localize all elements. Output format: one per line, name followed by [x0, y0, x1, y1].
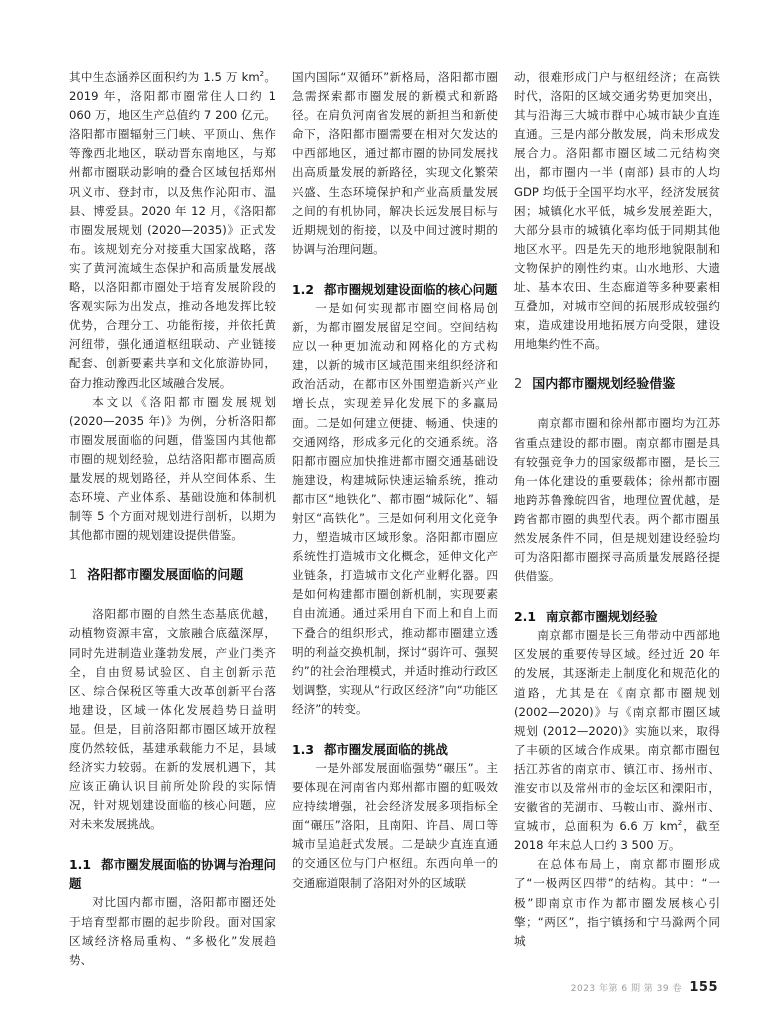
- subsection-heading-2-1: 2.1 南京都市圈规划经验: [514, 609, 658, 625]
- page-number: 155: [689, 980, 718, 995]
- paragraph: 南京都市圈是长三角带动中西部地区发展的重要传导区域。经过近 20 年的发展，其逐渐走上制度化和规范化的道路，尤其是在《南京都市圈规划 (2002—2020)》与《南京都市圈区域规划 (2012—2020)》实施以来，取得了丰硕的区域合作成果。南京都市圈包括江苏省的南京市、镇江市、扬州市、淮安市以及常州市的金坛区和溧阳市，安徽省的芜湖市、马鞍山市、滁州市、宣城市，总面积为 6.6 万 $km^2$，截至 2018 年末总人口约 3 500 万。: [514, 628, 720, 853]
- subsection-heading-1-2: 1.2 都市圈规划建设面临的核心问题: [292, 281, 498, 297]
- text-column-2: [292, 68, 498, 893]
- issue-info: 2023 年第 6 期 第 39 卷: [570, 984, 682, 994]
- paragraph: 一是外部发展面临强势“碾压”。主要体现在河南省内郑州都市圈的虹吸效应持续增强，社会经济发展多项指标全面“碾压”洛阳，且南阳、许昌、周口等城市呈追赶式发展。二是缺少直连直通的交通区位与门户枢纽。东西向单一的交通廊道限制了洛阳对外的区域联: [292, 761, 498, 890]
- paragraph: 南京都市圈和徐州都市圈均为江苏省重点建设的都市圈。南京都市圈是具有较强竞争力的国家级都市圈，是长三角一体化建设的重要载体；徐州都市圈地跨苏鲁豫皖四省，地理位置优越，是跨省都市圈的典型代表。两个都市圈虽然发展条件不同，但是规划建设经验均可为洛阳都市圈探寻高质量发展路径提供借鉴。: [514, 416, 720, 584]
- paragraph: 本文以《洛阳都市圈发展规划 (2020—2035 年)》为例，分析洛阳都市圈发展面临的问题，借鉴国内其他都市圈的规划经验，总结洛阳都市圈高质量发展的规划路径，并从空间体系、生态环境、产业体系、基础设施和体制机制等 5 个方面对规划进行剖析，以期为其他都市圈的规划建设提供借鉴。: [69, 394, 276, 543]
- text-column-3: [514, 68, 720, 951]
- paragraph: 其中生态涵养区面积约为 1.5 万 $km^2$。2019 年，洛阳都市圈常住人口约 1 060 万，地区生产总值约 7 200 亿元。洛阳都市圈辐射三门峡、平顶山、焦作等豫西北地区，联动晋东南地区，与郑州都市圈联动影响的叠合区域包括郑州巩义市、登封市，以及焦作沁阳市、温县、博爱县。2020 年 12 月，《洛阳都市圈发展规划 (2020—2035)》正式发布。该规划充分对接重大国家战略，落实了黄河流域生态保护和高质量发展战略，以洛阳都市圈处于培育发展阶段的客观实际为出发点，推动各地发挥比较优势，合理分工、功能衔接，并依托黄河纽带，强化通道枢纽联动、产业链接配套、创新要素共享和文化旅游协同，奋力推动豫西北区域融合发展。: [69, 70, 276, 390]
- section-heading-1: 1 洛阳都市圈发展面临的问题: [69, 568, 244, 584]
- subsection-heading-1-3: 1.3 都市圈发展面临的挑战: [292, 742, 448, 757]
- paragraph: 国内国际“双循环”新格局，洛阳都市圈急需探索都市圈发展的新模式和新路径。在肩负河南省发展的新担当和新使命下，洛阳都市圈需要在相对欠发达的中西部地区，通过都市圈的协同发展找出高质量发展的新路径，实现文化繁荣兴盛、生态环境保护和产业高质量发展之间的有机协同，解决长远发展目标与近期规划的衔接，以及中间过渡时期的协调与治理问题。: [292, 70, 498, 256]
- text-column-1: [69, 68, 276, 970]
- paragraph: 洛阳都市圈的自然生态基底优越，动植物资源丰富，文旅融合底蕴深厚，同时先进制造业蓬勃发展，产业门类齐全，自由贸易试验区、自主创新示范区、综合保税区等重大改革创新平台落地建设，区域一体化发展趋势日益明显。但是，目前洛阳都市圈区域开放程度仍然较低，基建承载能力不足，县域经济实力较弱。在新的发展机遇下，其应该正确认识目前所处阶段的实际情况，针对规划建设面临的核心问题，应对未来发展挑战。: [69, 607, 276, 832]
- paragraph: 动，很难形成门户与枢纽经济；在高铁时代，洛阳的区域交通劣势更加突出，其与沿海三大城市群中心城市缺少直连直通。三是内部分散发展，尚未形成发展合力。洛阳都市圈区域二元结构突出，都市圈内一半 (南部) 县市的人均 GDP 均低于全国平均水平，经济发展贫困；城镇化水平低，城乡发展差距大，大部分县市的城镇化率均低于同期其他地区水平。四是先天的地形地貌限制和文物保护的刚性约束。山水地形、大遗址、基本农田、生态廊道等多种要素相互叠加，对城市空间的拓展形成较强约束，造成建设用地拓展方向受限，建设用地集约性不高。: [514, 70, 720, 352]
- page-footer: [571, 980, 718, 995]
- section-heading-2: 2 国内都市圈规划经验借鉴: [514, 377, 676, 393]
- paragraph: 对比国内都市圈，洛阳都市圈还处于培育型都市圈的起步阶段。面对国家区域经济格局重构、“多极化”发展趋势、: [69, 895, 276, 967]
- subsection-heading-1-1: 1.1 都市圈发展面临的协调与治理问题: [69, 857, 276, 892]
- paragraph: 一是如何实现都市圈空间格局创新，为都市圈发展留足空间。空间结构应以一种更加流动和网格化的方式构建，以新的城市区域范围来组织经济和政治活动，在都市区外围塑造新兴产业增长点，实现差异化发展下的多赢局面。二是如何建立便捷、畅通、快速的交通网络，形成多元化的交通系统。洛阳都市圈应加快推进都市圈交通基础设施建设，构建城际快速运输系统，推动都市区“地铁化”、都市圈“城际化”、辐射区“高铁化”。三是如何利用文化竞争力，塑造城市区域形象。洛阳都市圈应系统性打造城市文化概念，延伸文化产业链条，打造城市文化产业孵化器。四是如何构建都市圈创新机制，实现要素自由流通。通过采用自下而上和自上而下叠合的组织形式，推动都市圈建立透明的利益交换机制，探讨“弱许可、强契约”的社会治理模式，并适时推动行政区划调整，实现从“行政区经济”向“功能区经济”的转变。: [292, 300, 498, 716]
- paragraph: 在总体布局上，南京都市圈形成了“一极两区四带”的结构。其中：“一极”即南京市作为都市圈发展核心引擎；“两区”，指宁镇扬和宁马滁两个同城: [514, 857, 720, 948]
